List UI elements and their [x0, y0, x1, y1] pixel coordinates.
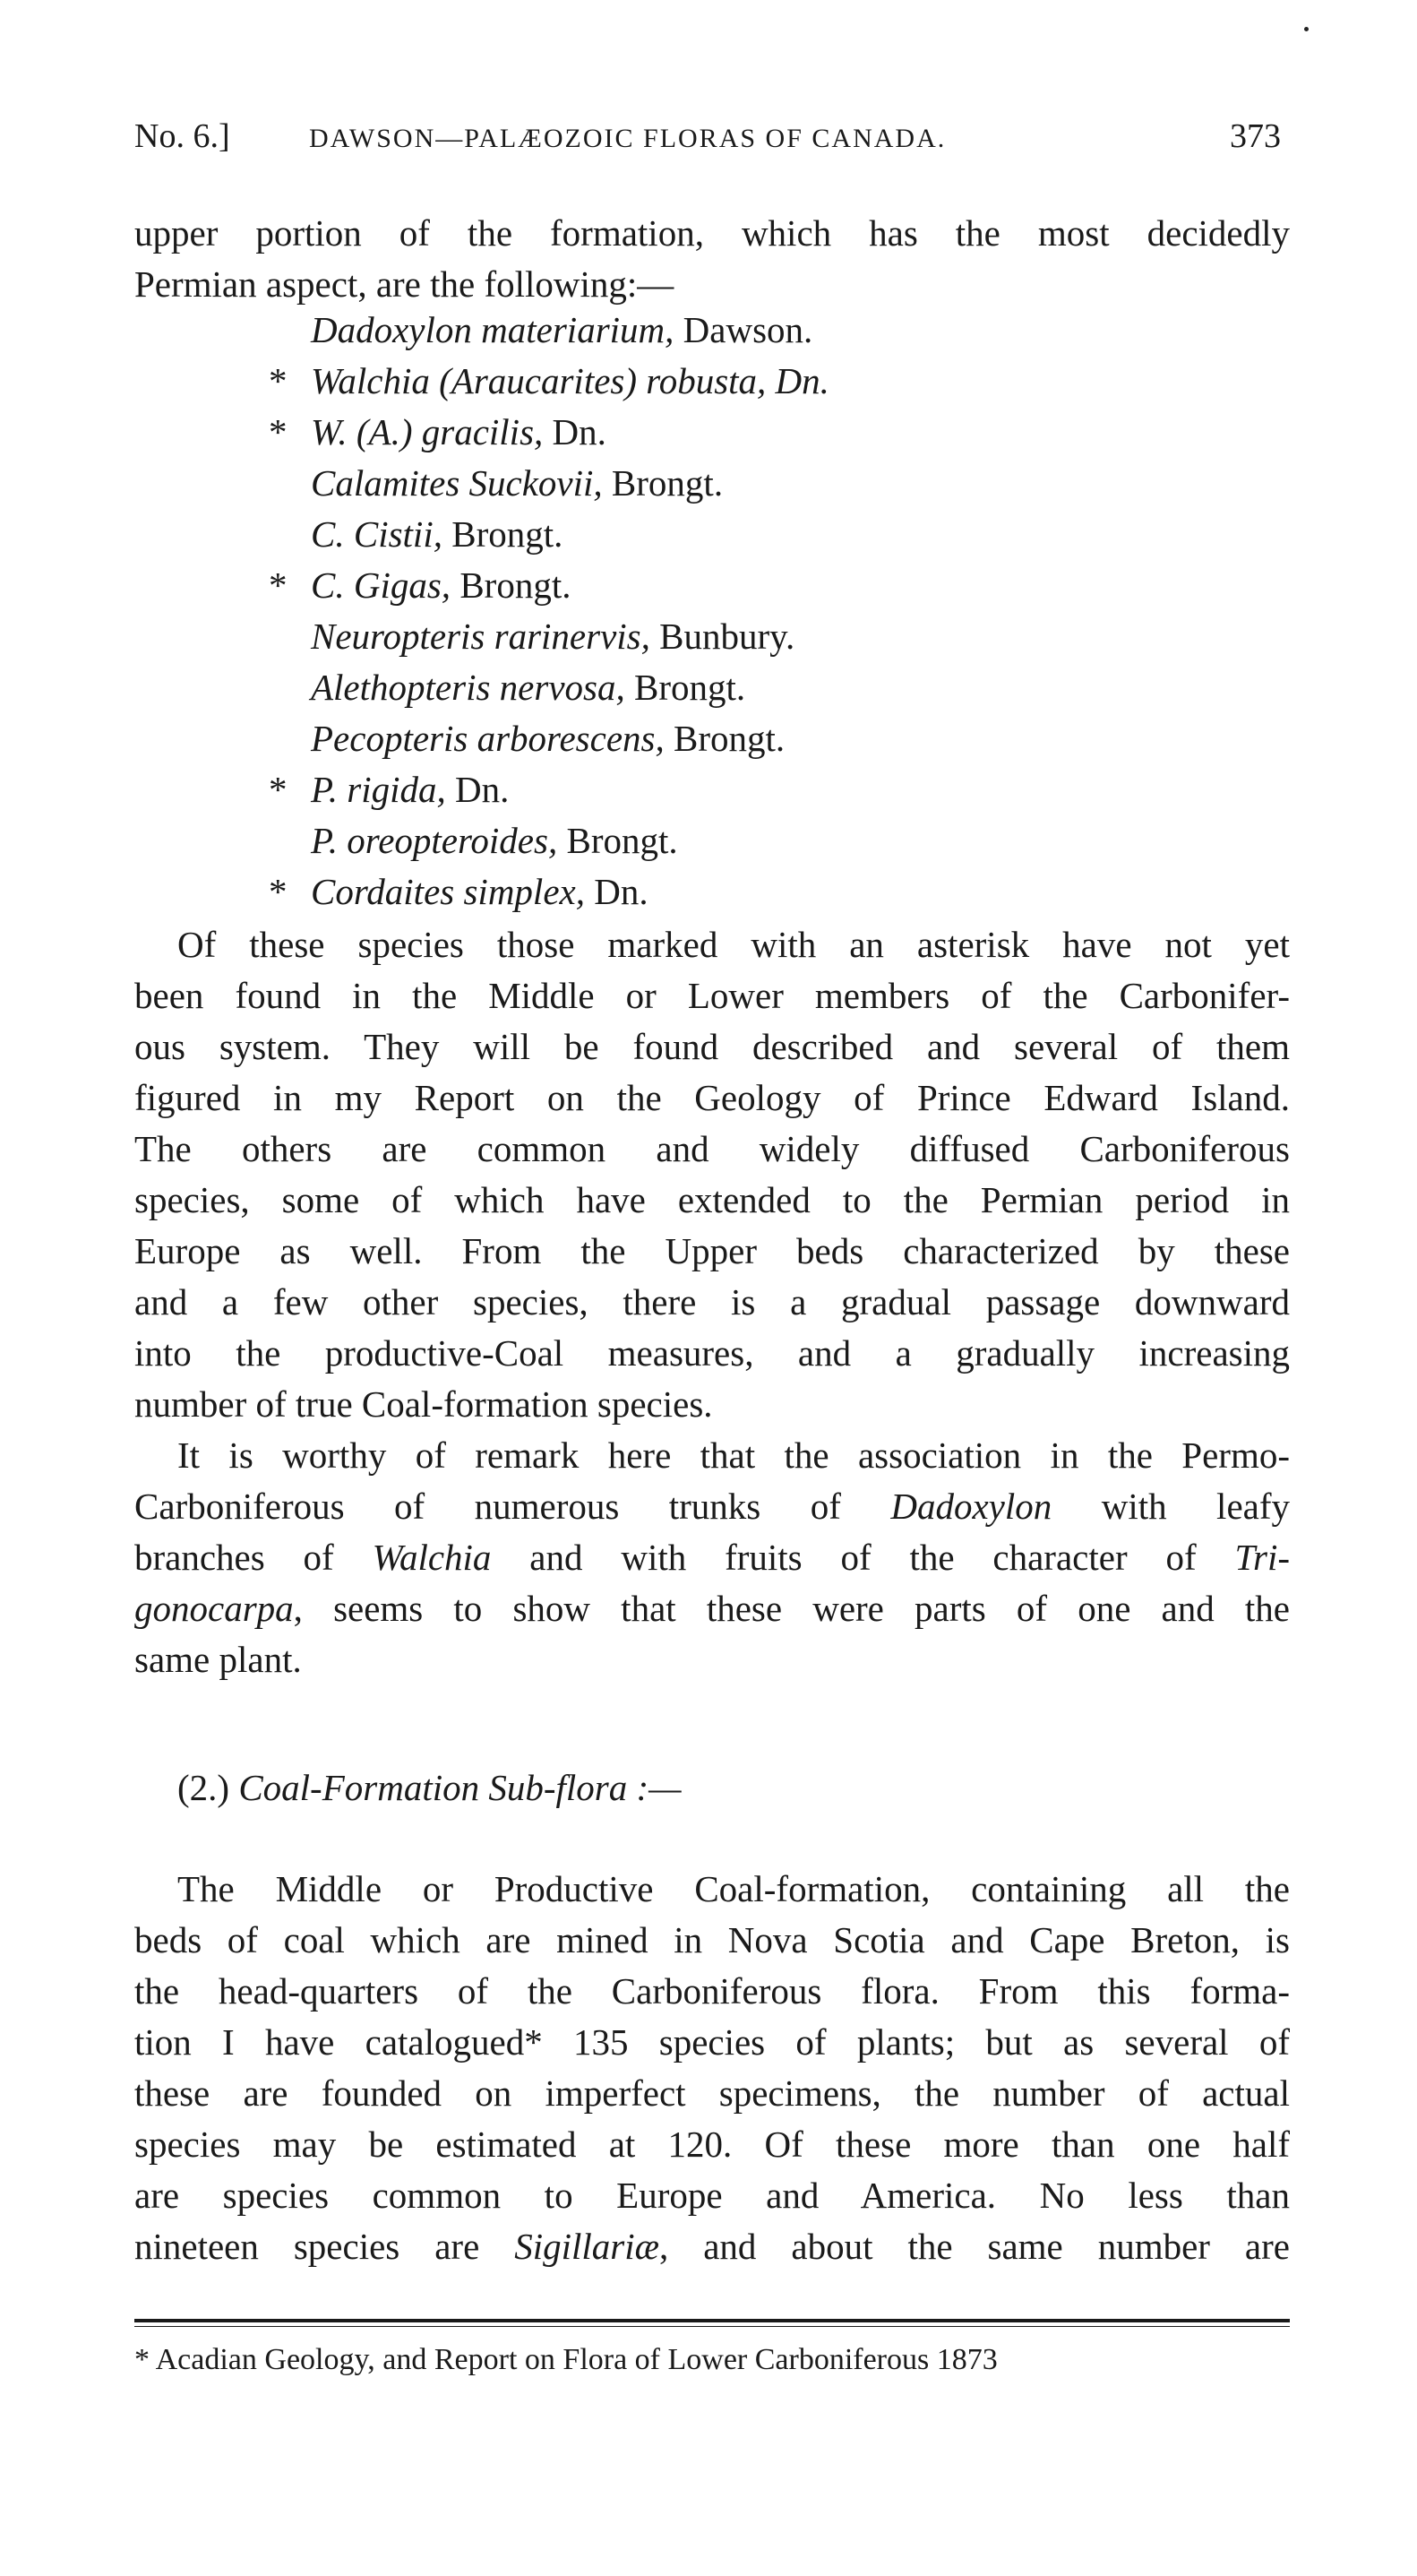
- text-line: the head-quarters of the Carboniferous flora. From this forma-: [134, 1970, 1290, 2012]
- species-item: * C. Gigas, Brongt.: [269, 564, 571, 606]
- text-line: been found in the Middle or Lower members of the Carbonifer-: [134, 975, 1290, 1016]
- species-item: * Cordaites simplex, Dn.: [269, 871, 648, 912]
- species-item: Neuropteris rarinervis, Bunbury.: [311, 616, 795, 657]
- paragraph-coal-formation: [134, 1864, 1290, 2272]
- text-line: branches of Walchia and with fruits of the character of Tri-: [134, 1537, 1290, 1578]
- footnote-rule-thin: [134, 2326, 1290, 2327]
- paragraph-association: [134, 1430, 1290, 1685]
- text-line: into the productive-Coal measures, and a gradually increasing: [134, 1332, 1290, 1374]
- text-line: these are founded on imperfect specimens, the number of actual: [134, 2072, 1290, 2114]
- footnote-rule: [134, 2319, 1290, 2322]
- species-list: [269, 305, 1075, 918]
- text-line: ous system. They will be found described and several of them: [134, 1026, 1290, 1067]
- species-item: Pecopteris arborescens, Brongt.: [311, 718, 786, 759]
- intro-paragraph: [134, 208, 1290, 310]
- species-item: * Walchia (Araucarites) robusta, Dn.: [269, 360, 829, 401]
- text-line: The others are common and widely diffused Carboniferous: [134, 1128, 1290, 1169]
- text-line: species, some of which have extended to the Permian period in: [134, 1179, 1290, 1220]
- section-heading: [134, 1762, 1290, 1814]
- running-header: [134, 116, 1290, 170]
- text-line: and a few other species, there is a gradual passage downward: [134, 1281, 1290, 1322]
- text-line: The Middle or Productive Coal-formation, containing all the: [177, 1868, 1290, 1909]
- text-line: Europe as well. From the Upper beds characterized by these: [134, 1230, 1290, 1271]
- species-item: C. Cistii, Brongt.: [311, 513, 563, 555]
- text-line: nineteen species are Sigillariæ, and about the same number are: [134, 2226, 1290, 2267]
- text-line: species may be estimated at 120. Of these more than one half: [134, 2124, 1290, 2165]
- species-item: Calamites Suckovii, Brongt.: [311, 462, 724, 504]
- running-title: DAWSON—PALÆOZOIC FLORAS OF CANADA.: [309, 124, 947, 153]
- species-item: * W. (A.) gracilis, Dn.: [269, 411, 606, 452]
- species-item: Dadoxylon materiarium, Dawson.: [311, 309, 813, 350]
- section-title: Coal-Formation Sub-flora :—: [238, 1767, 682, 1808]
- species-item: P. oreopteroides, Brongt.: [311, 820, 678, 861]
- text-line: are species common to Europe and America. No less than: [134, 2175, 1290, 2216]
- text-line: Permian aspect, are the following:—: [134, 263, 674, 305]
- text-line: Of these species those marked with an asterisk have not yet: [177, 924, 1290, 965]
- text-line: gonocarpa, seems to show that these were parts of one and the: [134, 1588, 1290, 1629]
- text-line: Carboniferous of numerous trunks of Dadoxylon with leafy: [134, 1486, 1290, 1527]
- speck-mark: [1304, 27, 1309, 31]
- text-line: beds of coal which are mined in Nova Scotia and Cape Breton, is: [134, 1919, 1290, 1960]
- species-item: * P. rigida, Dn.: [269, 769, 510, 810]
- species-item: Alethopteris nervosa, Brongt.: [311, 667, 746, 708]
- page-number: 373: [1230, 117, 1281, 155]
- text-line: figured in my Report on the Geology of Prince Edward Island.: [134, 1077, 1290, 1118]
- issue-number: No. 6.]: [134, 117, 230, 155]
- text-line: tion I have catalogued* 135 species of plants; but as several of: [134, 2021, 1290, 2063]
- footnote: * Acadian Geology, and Report on Flora of Lower Carboniferous 1873: [134, 2343, 998, 2376]
- section-number: (2.): [177, 1767, 239, 1808]
- text-line: number of true Coal-formation species.: [134, 1383, 713, 1425]
- text-line: same plant.: [134, 1639, 302, 1680]
- text-line: It is worthy of remark here that the association in the Permo-: [177, 1434, 1290, 1476]
- text-line: upper portion of the formation, which has the most decidedly: [134, 212, 1290, 254]
- paragraph-asterisk-note: [134, 919, 1290, 1430]
